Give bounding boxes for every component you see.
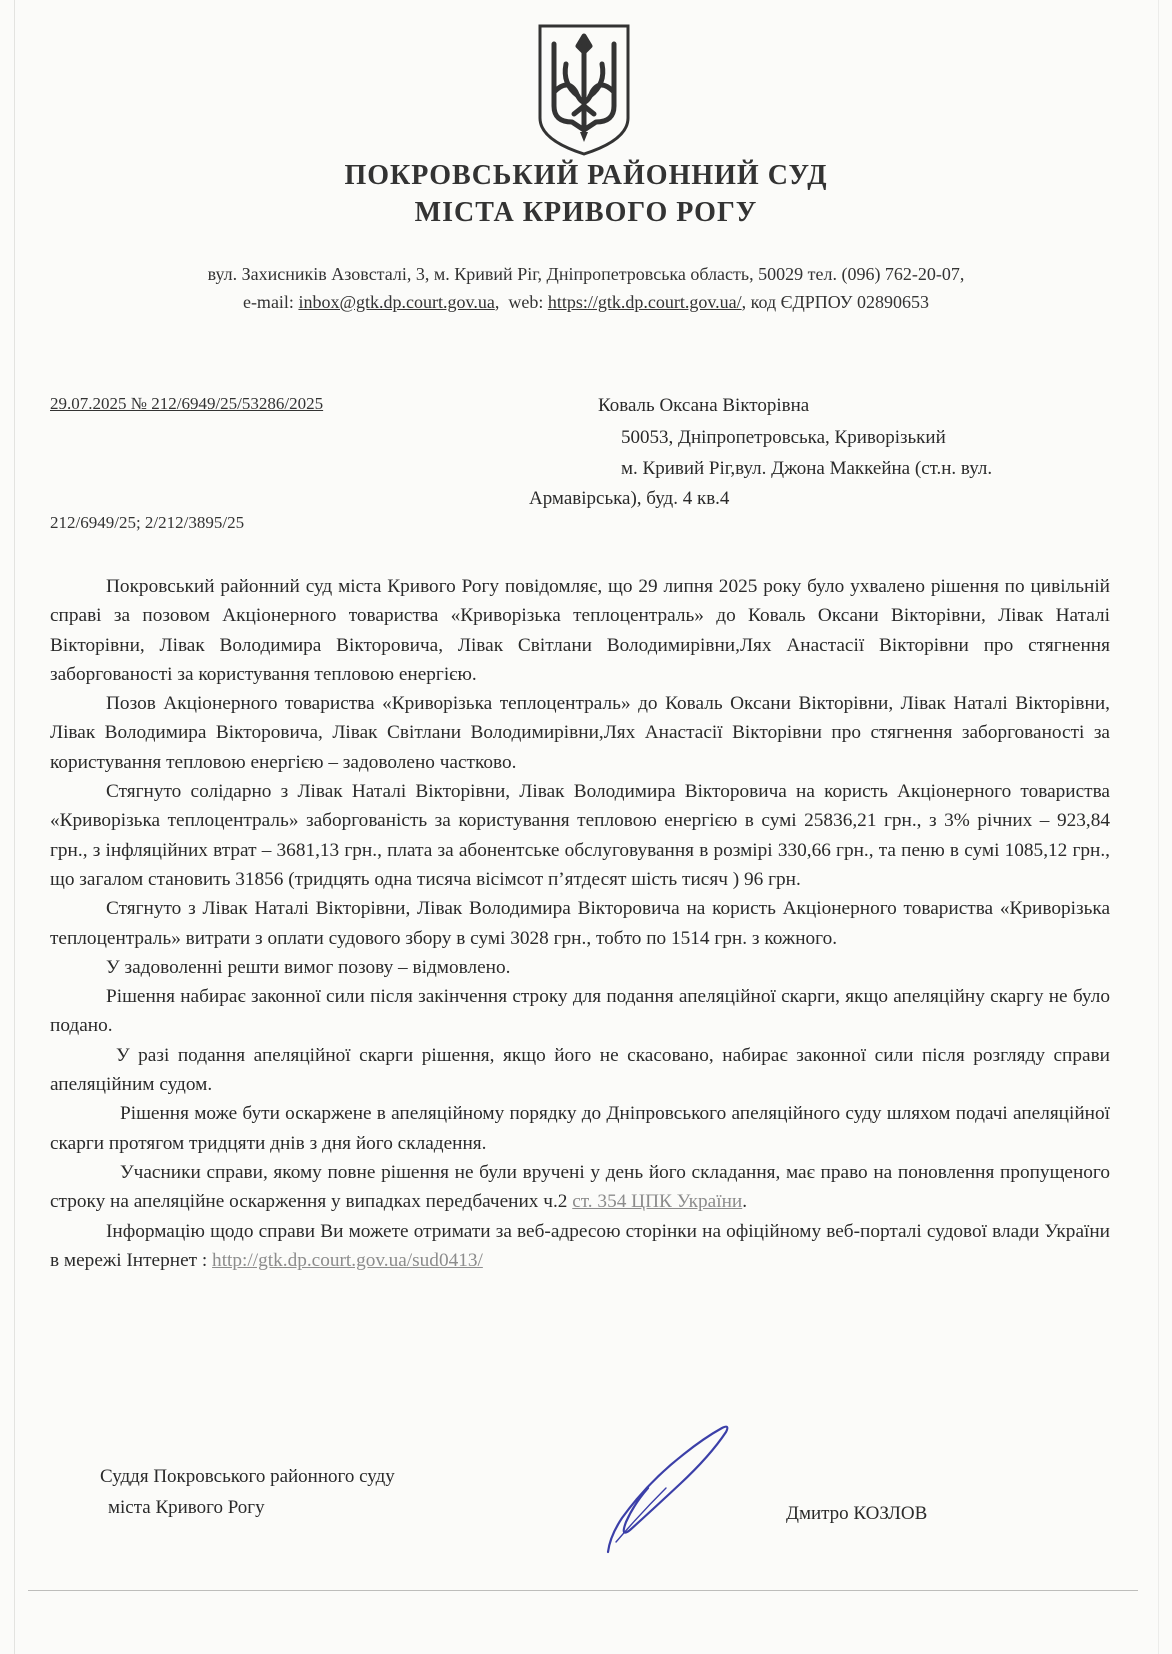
paragraph: Рішення набирає законної сили після закінчення строку для подання апеляційної скарги, якщо апеляційну скаргу не було подано. <box>50 986 1110 1037</box>
outgoing-reference-number: 29.07.2025 № 212/6949/25/53286/2025 <box>50 394 324 413</box>
court-name-line1: ПОКРОВСЬКИЙ РАЙОННИЙ СУД <box>344 160 828 191</box>
paragraph: Стягнуто солідарно з Лівак Наталі Вікторівни, Лівак Володимира Вікторовича на користь Акціонерного товариства «Криворізька теплоцентраль» заборгованість за користування тепловою енергією в сумі 25836,21 грн., з 3% річних – 923,84 грн., з інфляційних втрат – 3681,13 грн., плата за абонентське обслуговування в розмірі 330,66 грн., та пеню в сумі 1085,12 грн., що загалом становить 31856 (тридцять одна тисяча вісімсот п’ятдесят шість тисяч ) 96 грн. <box>50 781 1110 890</box>
paragraph-text: Учасники справи, якому повне рішення не були вручені у день його складання, має право на поновлення пропущеного строку на апеляційне оскарження у випадках передбачених ч.2 <box>50 1161 1110 1213</box>
court-page-link[interactable]: http://gtk.dp.court.gov.ua/sud0413/ <box>212 1249 483 1271</box>
page-edge <box>1158 0 1159 1654</box>
paragraph: Покровський районний суд міста Кривого Рогу повідомляє, що 29 липня 2025 року було ухвалено рішення по цивільній справі за позовом Акціонерного товариства «Криворізька теплоцентраль» до Коваль Оксани Вікторівни, Лівак Наталі Вікторівни, Лівак Володимира Вікторовича, Лівак Світлани Володимирівни,Лях Анастасії Вікторівни про стягнення заборгованості за користування тепловою енергією. <box>50 576 1110 685</box>
law-article-link[interactable]: ст. 354 ЦПК України <box>572 1191 743 1213</box>
paragraph: Рішення може бути оскаржене в апеляційному порядку до Дніпровського апеляційного суду шляхом подачі апеляційної скарги протягом тридцяти днів з дня його складення. <box>50 1103 1110 1154</box>
email-label: e-mail: <box>242 292 294 312</box>
court-contacts: e-mail: inbox@gtk.dp.court.gov.ua, web: https://gtk.dp.court.gov.ua/, код ЄДРПОУ 02890653 <box>242 292 930 312</box>
edrpou-code: код ЄДРПОУ 02890653 <box>750 292 930 312</box>
handwritten-signature-icon <box>600 1418 740 1558</box>
judge-title: міста Кривого Рогу <box>108 1497 265 1518</box>
paragraph: Стягнуто з Лівак Наталі Вікторівни, Лівак Володимира Вікторовича на користь Акціонерного товариства «Криворізька теплоцентраль» витрати з оплати судового збору в сумі 3028 грн., тобто по 1514 грн. з кожного. <box>50 898 1110 949</box>
paragraph <box>50 1158 1110 1217</box>
court-name-line2: МІСТА КРИВОГО РОГУ <box>414 197 758 228</box>
judge-name: Дмитро КОЗЛОВ <box>786 1503 928 1524</box>
web-link[interactable]: https://gtk.dp.court.gov.ua/ <box>547 292 742 312</box>
page-edge <box>14 0 15 1654</box>
paragraph <box>50 1217 1110 1276</box>
web-label: web: <box>508 292 544 312</box>
paragraph: У разі подання апеляційної скарги рішення, якщо його не скасовано, набирає законної сили після розгляду справи апеляційним судом. <box>50 1044 1110 1096</box>
paragraph-end: . <box>742 1191 748 1213</box>
trident-emblem-icon <box>534 22 634 158</box>
letter-body <box>50 572 1110 1275</box>
addressee-address-line: Армавірська), буд. 4 кв.4 <box>529 488 730 509</box>
paragraph-text: Інформацію щодо справи Ви можете отримати за веб-адресою сторінки на офіційному веб-порталі судової влади України в мережі Інтернет : <box>50 1220 1110 1271</box>
addressee-address-line: 50053, Дніпропетровська, Криворізький <box>621 427 946 448</box>
court-address: вул. Захисників Азовсталі, 3, м. Кривий Ріг, Дніпропетровська область, 50029 тел. (096) 762-20-07, <box>207 264 965 284</box>
addressee-name: Коваль Оксана Вікторівна <box>598 395 810 416</box>
case-numbers: 212/6949/25; 2/212/3895/25 <box>50 513 245 532</box>
paragraph: Позов Акціонерного товариства «Криворізька теплоцентраль» до Коваль Оксани Вікторівни, Лівак Наталі Вікторівни, Лівак Володимира Вікторовича, Лівак Світлани Володимирівни,Лях Анастасії Вікторівни про стягнення заборгованості за користування тепловою енергією – задоволено частково. <box>50 693 1110 773</box>
paragraph: У задоволенні решти вимог позову – відмовлено. <box>106 956 511 978</box>
addressee-address-line: м. Кривий Ріг,вул. Джона Маккейна (ст.н. вул. <box>621 458 993 479</box>
judge-title: Суддя Покровського районного суду <box>100 1466 395 1487</box>
email-link[interactable]: inbox@gtk.dp.court.gov.ua <box>298 292 495 312</box>
page-bottom-border <box>28 1590 1138 1591</box>
